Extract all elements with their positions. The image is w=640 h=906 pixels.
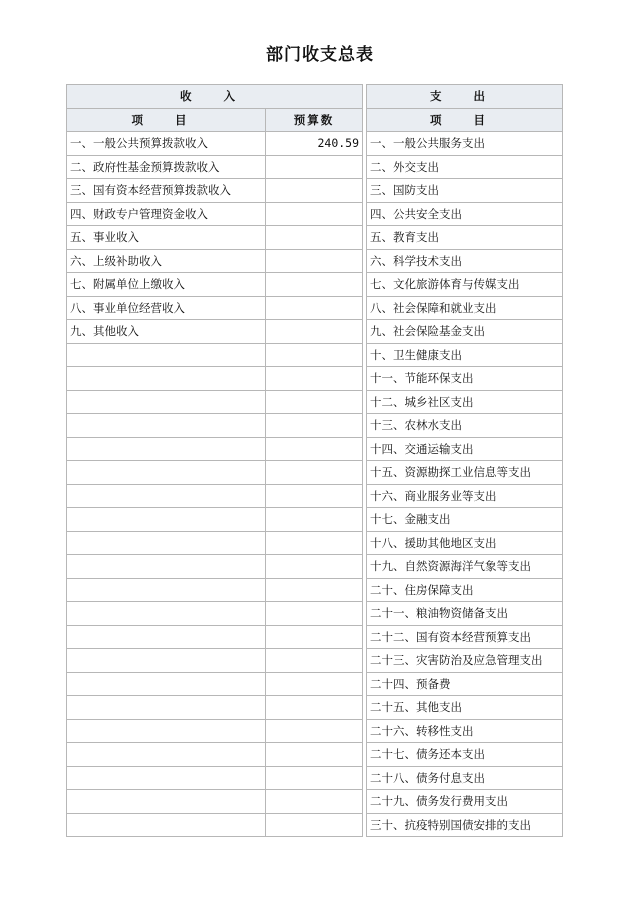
expense-item-cell: 二十、住房保障支出 xyxy=(367,578,563,602)
budget-amount-cell xyxy=(266,508,363,532)
expense-item-cell: 十四、交通运输支出 xyxy=(367,437,563,461)
budget-amount-cell xyxy=(266,179,363,203)
income-item-cell xyxy=(67,437,266,461)
budget-amount-cell xyxy=(266,696,363,720)
income-item-cell: 二、政府性基金预算拨款收入 xyxy=(67,155,266,179)
income-item-header: 项 目 xyxy=(67,108,266,132)
table-row xyxy=(67,719,563,743)
expense-item-cell: 二十六、转移性支出 xyxy=(367,719,563,743)
budget-amount-cell xyxy=(266,649,363,673)
income-item-cell xyxy=(67,414,266,438)
column-header-row xyxy=(67,108,563,132)
income-item-cell: 五、事业收入 xyxy=(67,226,266,250)
expense-item-cell: 二、外交支出 xyxy=(367,155,563,179)
budget-amount-cell xyxy=(266,437,363,461)
table-row xyxy=(67,461,563,485)
table-row xyxy=(67,766,563,790)
income-item-cell xyxy=(67,578,266,602)
expense-item-cell: 四、公共安全支出 xyxy=(367,202,563,226)
budget-amount-cell xyxy=(266,343,363,367)
budget-amount-cell xyxy=(266,766,363,790)
table-row xyxy=(67,484,563,508)
budget-amount-cell xyxy=(266,484,363,508)
expense-item-header: 项 目 xyxy=(367,108,563,132)
expense-item-cell: 十三、农林水支出 xyxy=(367,414,563,438)
budget-amount-cell xyxy=(266,555,363,579)
budget-amount-cell xyxy=(266,320,363,344)
income-item-cell xyxy=(67,790,266,814)
table-row xyxy=(67,578,563,602)
budget-amount-cell xyxy=(266,743,363,767)
expense-item-cell: 二十七、债务还本支出 xyxy=(367,743,563,767)
table-row xyxy=(67,743,563,767)
income-item-cell xyxy=(67,484,266,508)
budget-amount-cell xyxy=(266,625,363,649)
expense-item-cell: 三、国防支出 xyxy=(367,179,563,203)
expense-item-cell: 二十一、粮油物资储备支出 xyxy=(367,602,563,626)
expense-item-cell: 十六、商业服务业等支出 xyxy=(367,484,563,508)
budget-summary-table xyxy=(66,84,563,837)
income-item-cell xyxy=(67,743,266,767)
table-row xyxy=(67,343,563,367)
budget-amount-cell: 240.59 xyxy=(266,132,363,156)
expense-item-cell: 一、一般公共服务支出 xyxy=(367,132,563,156)
budget-amount-cell xyxy=(266,202,363,226)
budget-amount-cell xyxy=(266,155,363,179)
expense-item-cell: 二十四、预备费 xyxy=(367,672,563,696)
expense-item-cell: 十九、自然资源海洋气象等支出 xyxy=(367,555,563,579)
expense-item-cell: 二十九、债务发行费用支出 xyxy=(367,790,563,814)
income-item-cell xyxy=(67,719,266,743)
budget-amount-cell xyxy=(266,531,363,555)
table-row xyxy=(67,320,563,344)
income-item-cell xyxy=(67,625,266,649)
income-section-header: 收 入 xyxy=(67,85,363,109)
income-item-cell xyxy=(67,367,266,391)
budget-amount-cell xyxy=(266,414,363,438)
budget-amount-cell xyxy=(266,296,363,320)
expense-item-cell: 七、文化旅游体育与传媒支出 xyxy=(367,273,563,297)
budget-amount-cell xyxy=(266,226,363,250)
page-title: 部门收支总表 xyxy=(266,45,374,65)
income-item-cell xyxy=(67,766,266,790)
table-row xyxy=(67,226,563,250)
budget-amount-cell xyxy=(266,790,363,814)
table-row xyxy=(67,602,563,626)
expense-section-header: 支 出 xyxy=(367,85,563,109)
income-item-cell xyxy=(67,696,266,720)
table-row xyxy=(67,555,563,579)
budget-amount-cell xyxy=(266,602,363,626)
budget-amount-cell xyxy=(266,273,363,297)
expense-item-cell: 八、社会保障和就业支出 xyxy=(367,296,563,320)
budget-amount-cell xyxy=(266,390,363,414)
expense-item-cell: 二十五、其他支出 xyxy=(367,696,563,720)
expense-item-cell: 二十八、债务付息支出 xyxy=(367,766,563,790)
budget-amount-cell xyxy=(266,719,363,743)
income-item-cell: 三、国有资本经营预算拨款收入 xyxy=(67,179,266,203)
section-header-row xyxy=(67,85,563,109)
expense-item-cell: 二十三、灾害防治及应急管理支出 xyxy=(367,649,563,673)
expense-item-cell: 十五、资源勘探工业信息等支出 xyxy=(367,461,563,485)
income-item-cell: 四、财政专户管理资金收入 xyxy=(67,202,266,226)
expense-item-cell: 十七、金融支出 xyxy=(367,508,563,532)
expense-item-cell: 十一、节能环保支出 xyxy=(367,367,563,391)
income-item-cell xyxy=(67,555,266,579)
budget-amount-cell xyxy=(266,461,363,485)
income-item-cell xyxy=(67,813,266,837)
income-item-cell xyxy=(67,531,266,555)
table-row xyxy=(67,649,563,673)
income-item-cell xyxy=(67,602,266,626)
table-row xyxy=(67,531,563,555)
expense-item-cell: 十八、援助其他地区支出 xyxy=(367,531,563,555)
table-row xyxy=(67,813,563,837)
table-row xyxy=(67,696,563,720)
table-row xyxy=(67,625,563,649)
income-item-cell xyxy=(67,508,266,532)
table-row xyxy=(67,132,563,156)
table-row xyxy=(67,367,563,391)
expense-item-cell: 二十二、国有资本经营预算支出 xyxy=(367,625,563,649)
table-row xyxy=(67,202,563,226)
table-row xyxy=(67,508,563,532)
income-item-cell: 七、附属单位上缴收入 xyxy=(67,273,266,297)
table-row xyxy=(67,414,563,438)
table-row xyxy=(67,790,563,814)
income-item-cell: 九、其他收入 xyxy=(67,320,266,344)
expense-item-cell: 六、科学技术支出 xyxy=(367,249,563,273)
income-item-cell xyxy=(67,390,266,414)
expense-item-cell: 三十、抗疫特别国债安排的支出 xyxy=(367,813,563,837)
table-row xyxy=(67,249,563,273)
budget-amount-cell xyxy=(266,672,363,696)
table-row xyxy=(67,273,563,297)
income-item-cell xyxy=(67,343,266,367)
income-item-cell xyxy=(67,672,266,696)
table-row xyxy=(67,155,563,179)
budget-amount-header: 预算数 xyxy=(266,108,363,132)
expense-item-cell: 十二、城乡社区支出 xyxy=(367,390,563,414)
budget-amount-cell xyxy=(266,578,363,602)
income-item-cell: 八、事业单位经营收入 xyxy=(67,296,266,320)
table-row xyxy=(67,179,563,203)
table-row xyxy=(67,672,563,696)
budget-amount-cell xyxy=(266,367,363,391)
expense-item-cell: 五、教育支出 xyxy=(367,226,563,250)
expense-item-cell: 九、社会保险基金支出 xyxy=(367,320,563,344)
budget-amount-cell xyxy=(266,249,363,273)
income-item-cell xyxy=(67,649,266,673)
income-item-cell: 六、上级补助收入 xyxy=(67,249,266,273)
table-row xyxy=(67,437,563,461)
income-item-cell: 一、一般公共预算拨款收入 xyxy=(67,132,266,156)
income-item-cell xyxy=(67,461,266,485)
expense-item-cell: 十、卫生健康支出 xyxy=(367,343,563,367)
table-row xyxy=(67,390,563,414)
budget-amount-cell xyxy=(266,813,363,837)
table-row xyxy=(67,296,563,320)
